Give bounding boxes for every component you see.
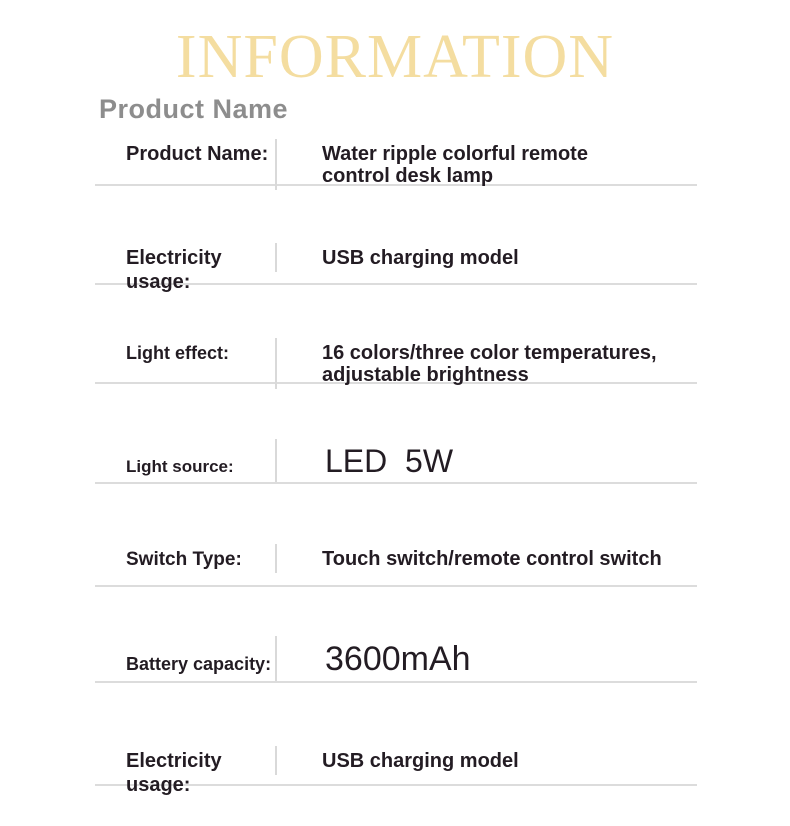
spec-table [95, 135, 697, 796]
row-label: Electricity usage: [126, 247, 222, 293]
row-label: Electricity usage: [126, 750, 222, 796]
table-row-battery-capacity [95, 587, 697, 683]
row-label: Product Name: [126, 143, 269, 165]
row-label: Light effect: [126, 343, 229, 363]
row-value: Touch switch/remote control switch [275, 544, 662, 573]
row-value: USB charging model [275, 746, 519, 775]
row-value: 3600mAh [275, 636, 471, 681]
table-row-product-name [95, 135, 697, 186]
section-heading: Product Name [99, 94, 289, 124]
row-label: Light source: [126, 457, 234, 476]
row-value: LED 5W [275, 439, 453, 482]
table-row-electricity-usage [95, 186, 697, 293]
table-row-switch-type [95, 484, 697, 587]
row-label: Switch Type: [126, 549, 242, 570]
table-row-electricity-usage-2 [95, 683, 697, 796]
row-value: USB charging model [275, 243, 519, 272]
row-label: Battery capacity: [126, 654, 272, 674]
row-value: Water ripple colorful remote control desk lamp [275, 139, 622, 190]
page-title: INFORMATION [175, 23, 615, 91]
table-row-light-source [95, 384, 697, 484]
row-value: 16 colors/three color temperatures, adjustable brightness [275, 338, 684, 389]
table-row-light-effect [95, 285, 697, 384]
